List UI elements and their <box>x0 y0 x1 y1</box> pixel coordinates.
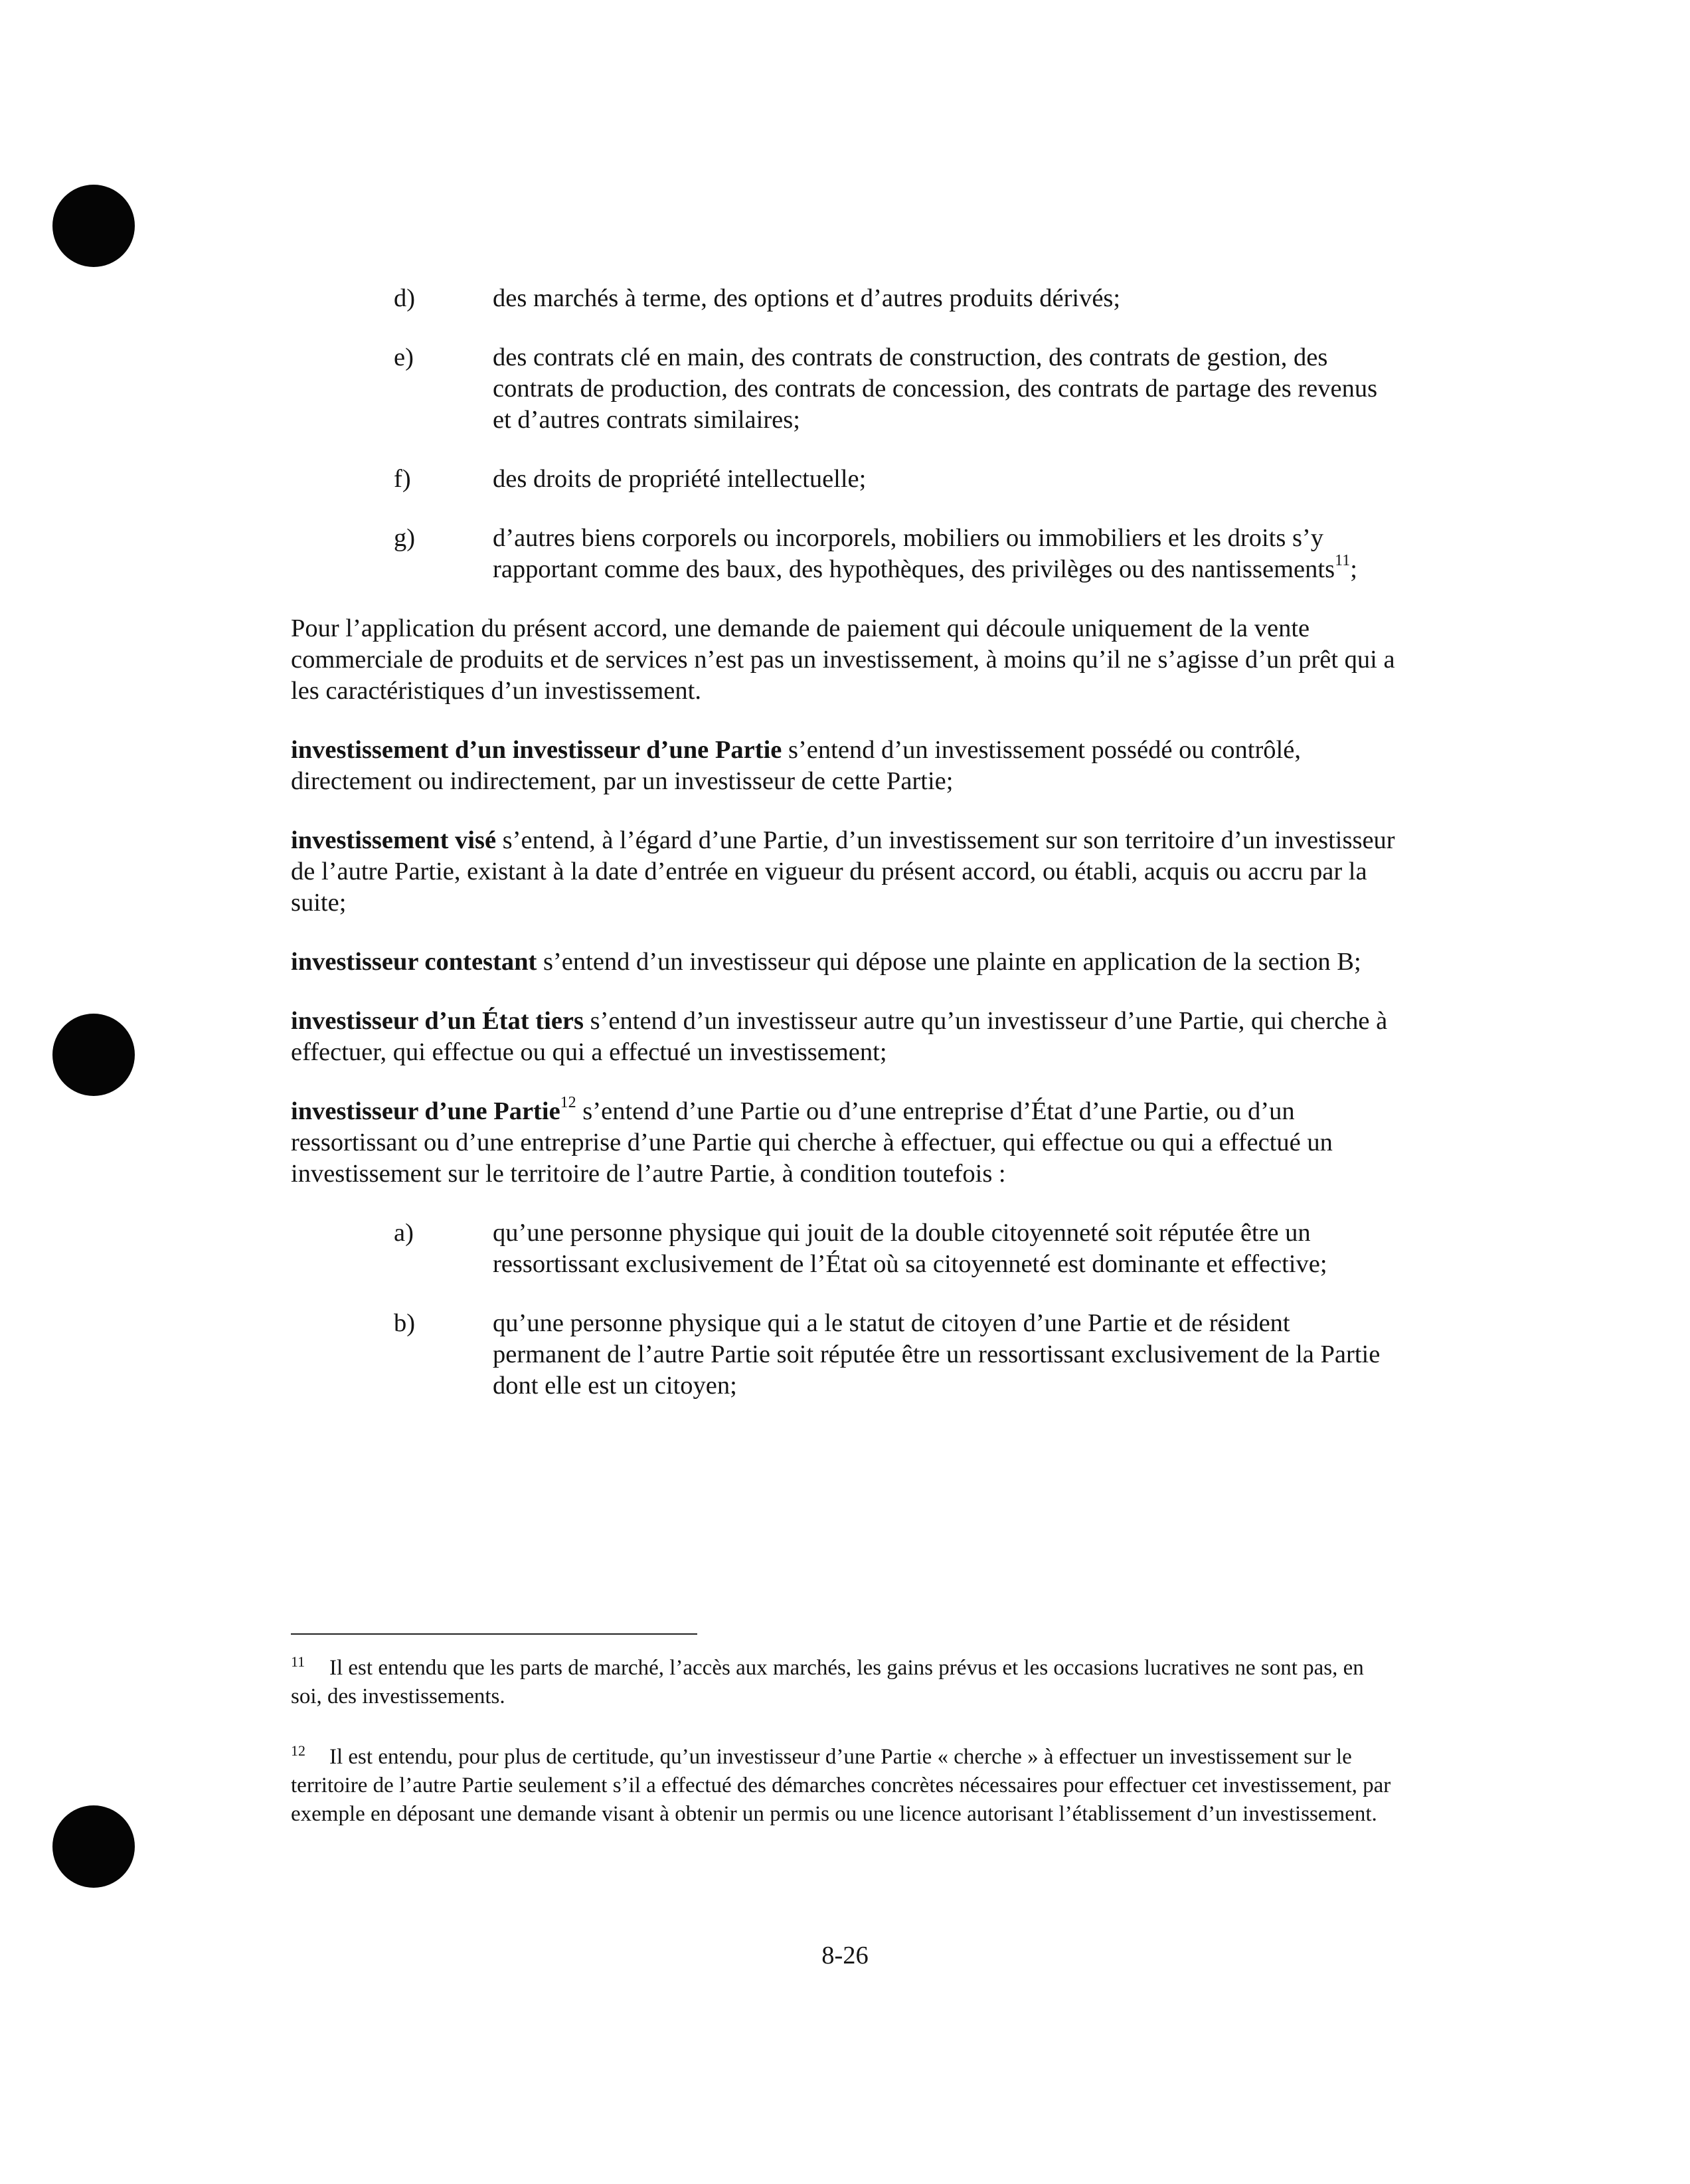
definition <box>291 1096 1398 1190</box>
footnote <box>291 1647 1398 1711</box>
list-item-tail: ; <box>1350 555 1357 583</box>
list-item <box>291 523 1398 585</box>
defined-term: investisseur d’une Partie <box>291 1097 560 1125</box>
definition-text: s’entend, à l’égard d’une Partie, d’un investissement sur son territoire d’un investisseur de l’autre Partie, existant à la date d’entrée en vigueur du présent accord, ou établi, acquis ou accru par la suite; <box>291 826 1395 917</box>
punch-hole <box>52 1805 135 1888</box>
list-item-label: g) <box>394 524 416 552</box>
list-item-label: d) <box>394 284 416 312</box>
definition-text: s’entend d’un investissement possédé ou contrôlé, directement ou indirectement, par un investisseur de cette Partie; <box>291 736 1301 795</box>
footnote-number: 11 <box>291 1653 305 1670</box>
punch-hole <box>52 1014 135 1096</box>
page-number: 8-26 <box>821 1942 869 1969</box>
definition <box>291 947 1398 978</box>
list-item-body: d’autres biens corporels ou incorporels, mobiliers ou immobiliers et les droits s’y rapportant comme des baux, des hypothèques, des privilèges ou des nantissements <box>493 524 1335 583</box>
definition <box>291 825 1398 919</box>
list-item <box>291 283 1398 314</box>
footnotes <box>291 1647 1398 1854</box>
footnote <box>291 1736 1398 1829</box>
list-item <box>291 464 1398 495</box>
defined-term: investissement d’un investisseur d’une Partie <box>291 736 782 764</box>
list-item-text: des contrats clé en main, des contrats de construction, des contrats de gestion, des contrats de production, des contrats de concession, des contrats de partage des revenus et d’autres contrats similaires; <box>493 343 1378 434</box>
list-item-text <box>493 523 1398 585</box>
list-item-label: b) <box>394 1309 416 1337</box>
footnote-reference[interactable]: 12 <box>560 1094 576 1112</box>
definition-text: s’entend d’un investisseur qui dépose une plainte en application de la section B; <box>537 948 1361 976</box>
list-item <box>291 1218 1398 1280</box>
defined-term: investissement visé <box>291 826 497 854</box>
list-item <box>291 1308 1398 1402</box>
punch-hole <box>52 185 135 267</box>
paragraph-payment: Pour l’application du présent accord, une demande de paiement qui découle uniquement de la vente commerciale de produits et de services n’est pas un investissement, à moins qu’il ne s’agisse d’un prêt qui a les caractéristiques d’un investissement. <box>291 614 1395 705</box>
footnote-text: Il est entendu que les parts de marché, l’accès aux marchés, les gains prévus et les occasions lucratives ne sont pas, en soi, des investissements. <box>291 1656 1364 1708</box>
footnote-number: 12 <box>291 1742 305 1759</box>
definition-text: s’entend d’un investisseur autre qu’un investisseur d’une Partie, qui cherche à effectuer, qui effectue ou qui a effectué un investissement; <box>291 1007 1388 1066</box>
list-item <box>291 342 1398 436</box>
footnote-text: Il est entendu, pour plus de certitude, qu’un investisseur d’une Partie « cherche » à effectuer un investissement sur le territoire de l’autre Partie seulement s’il a effectué des démarches concrètes nécessaires pour effectuer cet investissement, par exemple en déposant une demande visant à obtenir un permis ou une licence autorisant l’établissement d’un investissement. <box>291 1745 1391 1826</box>
definition-text: s’entend d’une Partie ou d’une entreprise d’État d’une Partie, ou d’un ressortissant ou d’une entreprise d’une Partie qui cherche à effectuer, qui effectue ou qui a effectué un investissement sur le territoire de l’autre Partie, à condition toutefois : <box>291 1097 1333 1188</box>
footnote-reference[interactable]: 11 <box>1335 552 1351 570</box>
list-item-text: qu’une personne physique qui a le statut de citoyen d’une Partie et de résident permanent de l’autre Partie soit réputée être un ressortissant exclusivement de la Partie dont elle est un citoyen; <box>493 1309 1381 1400</box>
list-item-text: qu’une personne physique qui jouit de la double citoyenneté soit réputée être un ressortissant exclusivement de l’État où sa citoyenneté est dominante et effective; <box>493 1219 1327 1278</box>
list-item-text: des droits de propriété intellectuelle; <box>493 465 867 493</box>
defined-term: investisseur d’un État tiers <box>291 1007 584 1035</box>
list-item-text: des marchés à terme, des options et d’autres produits dérivés; <box>493 284 1121 312</box>
definition <box>291 735 1398 797</box>
list-item-label: f) <box>394 465 411 493</box>
document-body <box>291 283 1398 1429</box>
footnote-separator <box>291 1633 697 1635</box>
list-item-label: a) <box>394 1219 414 1247</box>
list-item-label: e) <box>394 343 414 371</box>
definition <box>291 1006 1398 1068</box>
defined-term: investisseur contestant <box>291 948 537 976</box>
